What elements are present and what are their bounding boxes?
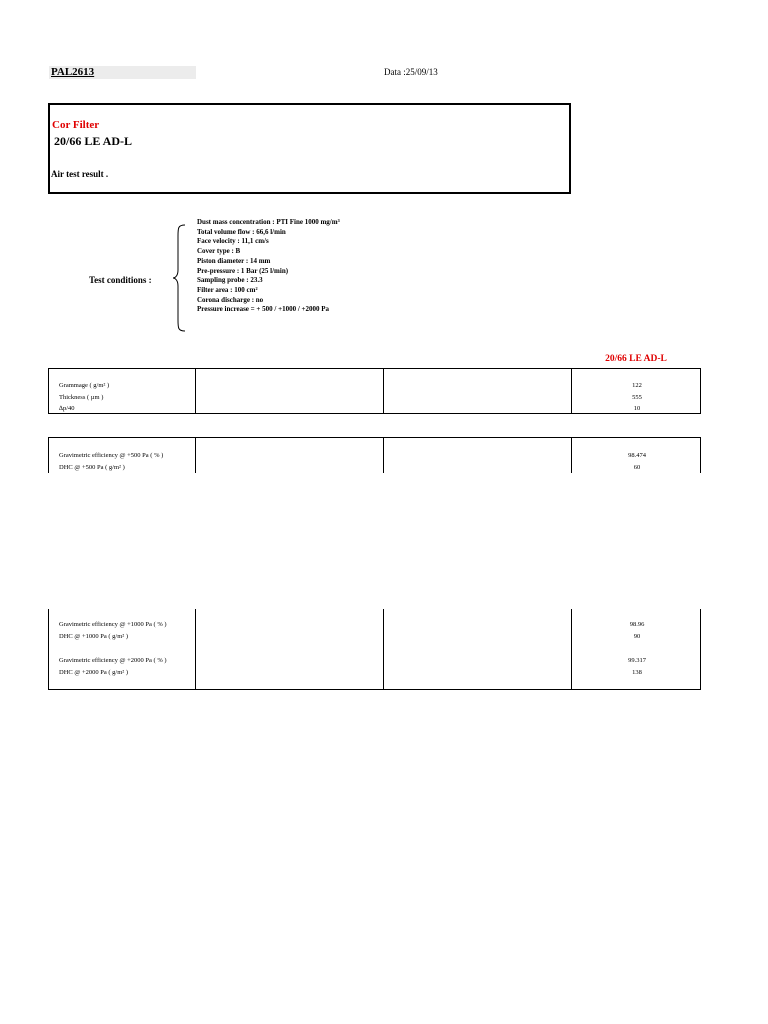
- grammage-value: 122: [632, 382, 642, 389]
- efficiency-500-labels: [59, 450, 163, 473]
- efficiency-1000-label: Gravimetric efficiency @ +1000 Pa ( % ): [59, 621, 167, 628]
- column-divider: [383, 369, 384, 413]
- grammage-label: Grammage ( g/m² ): [59, 382, 110, 389]
- dhc-2000-value: 138: [632, 668, 642, 676]
- efficiency-500-table: [48, 437, 701, 473]
- efficiency-1000-labels: [59, 619, 167, 642]
- efficiency-2000-value: 99.317: [628, 657, 646, 664]
- condition-item: Sampling probe : 23.3: [197, 276, 263, 285]
- condition-item: Face velocity : 11,1 cm/s: [197, 237, 269, 246]
- test-conditions-list: [197, 218, 340, 315]
- efficiency-1000-values: [572, 619, 702, 642]
- condition-item: Pressure increase = + 500 / +1000 / +2000 Pa: [197, 305, 330, 314]
- pressure-drop-value: 10: [633, 405, 641, 412]
- condition-item: Cover type : B: [197, 247, 241, 256]
- efficiency-2000-labels: [59, 655, 167, 678]
- condition-item: Total volume flow : 66,6 l/min: [197, 227, 286, 236]
- curly-brace-icon: [172, 224, 186, 332]
- condition-item: Filter area : 100 cm²: [197, 285, 258, 294]
- efficiency-2000-label: Gravimetric efficiency @ +2000 Pa ( % ): [59, 657, 167, 664]
- title-box: [48, 103, 571, 194]
- pressure-drop-label: ∆p/40: [59, 405, 75, 412]
- efficiency-500-value: 98.474: [628, 452, 646, 459]
- efficiency-500-label: Gravimetric efficiency @ +500 Pa ( % ): [59, 452, 164, 459]
- efficiency-500-values: [572, 450, 702, 473]
- dhc-2000-label: DHC @ +2000 Pa ( g/m² ): [59, 668, 129, 676]
- results-column-header: 20/66 LE AD-L: [605, 354, 667, 364]
- column-divider: [195, 438, 196, 473]
- document-code: PAL2613: [49, 66, 196, 79]
- filter-category: Cor Filter: [52, 119, 100, 131]
- dhc-500-label: DHC @ +500 Pa ( g/m² ): [59, 463, 125, 471]
- product-name: 20/66 LE AD-L: [54, 134, 133, 148]
- properties-table: [48, 368, 701, 414]
- dhc-1000-label: DHC @ +1000 Pa ( g/m² ): [59, 632, 129, 640]
- condition-item: Dust mass concentration : PTI Fine 1000 mg/m³: [197, 218, 340, 226]
- efficiency-1000-2000-table: [48, 609, 701, 690]
- property-labels: [59, 380, 109, 415]
- dhc-1000-value: 90: [633, 632, 641, 640]
- column-divider: [383, 609, 384, 689]
- thickness-label: Thickness ( µm ): [59, 393, 104, 401]
- test-conditions-label: Test conditions :: [89, 275, 152, 285]
- result-subtitle: Air test result .: [51, 169, 109, 179]
- column-divider: [195, 609, 196, 689]
- dhc-500-value: 60: [633, 463, 641, 471]
- property-values: [572, 380, 702, 415]
- efficiency-1000-value: 98.96: [629, 621, 645, 628]
- thickness-value: 555: [632, 393, 642, 401]
- condition-item: Piston diameter : 14 mm: [197, 256, 271, 265]
- condition-item: Corona discharge : no: [197, 295, 264, 304]
- condition-item: Pre-pressure : 1 Bar (25 l/min): [197, 266, 289, 275]
- column-divider: [383, 438, 384, 473]
- document-date: Data :25/09/13: [384, 67, 438, 77]
- efficiency-2000-values: [572, 655, 702, 678]
- column-divider: [195, 369, 196, 413]
